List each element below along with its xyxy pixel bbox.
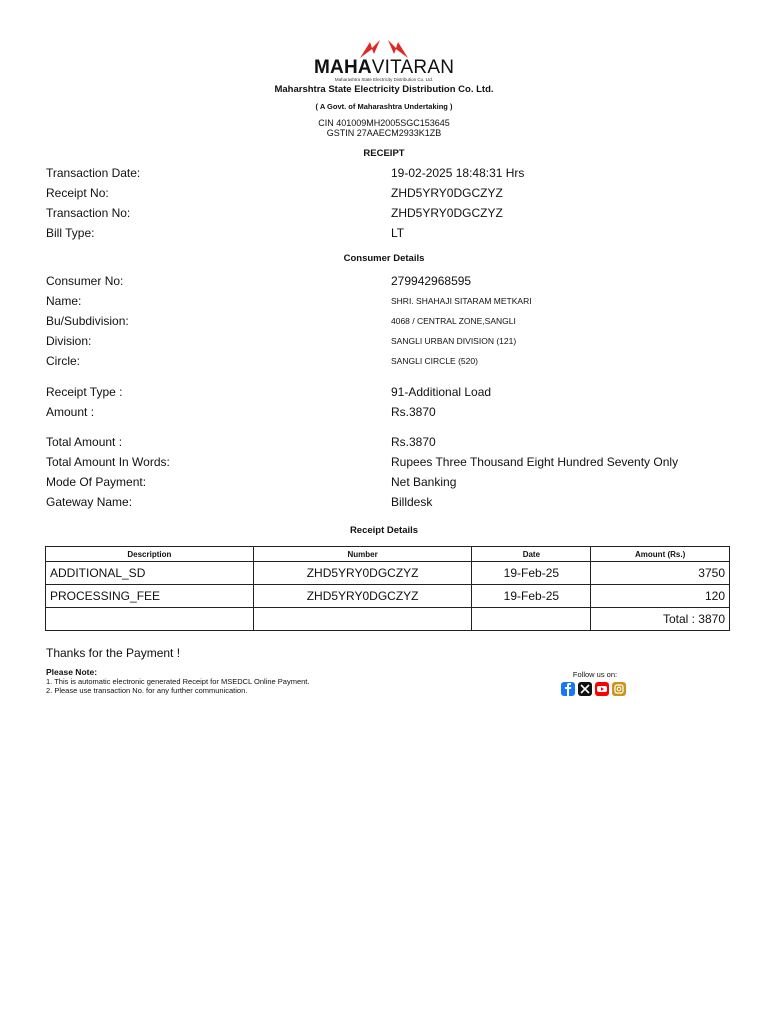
youtube-icon[interactable] [595, 682, 609, 696]
consumer-name: SHRI. SHAHAJI SITARAM METKARI [391, 296, 532, 306]
table-row [46, 585, 730, 608]
follow-us-label: Follow us on: [572, 670, 618, 679]
info-row [46, 382, 726, 402]
instagram-icon[interactable] [612, 682, 626, 696]
column-header: Date [472, 547, 591, 562]
info-row [46, 271, 726, 291]
receipt-title: RECEIPT [363, 148, 405, 159]
info-row [46, 203, 726, 223]
payment-info [46, 432, 726, 512]
table-cell: 120 [591, 585, 730, 608]
info-label: Total Amount In Words: [46, 455, 170, 469]
note-title: Please Note: [46, 667, 98, 677]
note-line: 1. This is automatic electronic generated Receipt for MSEDCL Online Payment. [46, 677, 310, 686]
table-total-row [46, 608, 730, 631]
table-cell [253, 608, 472, 631]
mahavitaran-logo [314, 38, 454, 84]
info-label: Amount : [46, 405, 95, 419]
info-label: Circle: [46, 354, 81, 368]
info-label: Bu/Subdivision: [46, 314, 129, 328]
info-row [46, 492, 726, 512]
payment-mode: Net Banking [391, 475, 457, 489]
transaction-info [46, 163, 726, 243]
info-row [46, 311, 726, 331]
receipt-header [0, 38, 768, 160]
info-row [46, 452, 726, 472]
table-row [46, 562, 730, 585]
info-label: Bill Type: [46, 226, 95, 240]
gateway-name: Billdesk [391, 495, 433, 509]
table-cell [46, 608, 254, 631]
column-header: Amount (Rs.) [591, 547, 730, 562]
social-links [561, 682, 626, 696]
table-cell: ZHD5YRY0DGCZYZ [253, 585, 472, 608]
amount: Rs.3870 [391, 405, 436, 419]
facebook-icon[interactable] [561, 682, 575, 696]
please-note [46, 668, 309, 695]
table-cell: 19-Feb-25 [472, 562, 591, 585]
receipt-type: 91-Additional Load [391, 385, 492, 399]
table-cell: ADDITIONAL_SD [46, 562, 254, 585]
info-label: Total Amount : [46, 435, 123, 449]
column-header: Number [253, 547, 472, 562]
govt-undertaking: ( A Govt. of Maharashtra Undertaking ) [315, 102, 453, 111]
bill-type: LT [391, 226, 405, 240]
info-row [46, 223, 726, 243]
info-row [46, 351, 726, 371]
table-cell: ZHD5YRY0DGCZYZ [253, 562, 472, 585]
company-name: Maharshtra State Electricity Distribution Co. Ltd. [274, 84, 494, 95]
consumer-info [46, 271, 726, 371]
transaction-no: ZHD5YRY0DGCZYZ [391, 206, 503, 220]
table-header-row [46, 547, 730, 562]
cin-number: CIN 401009MH2005SGC153645 [318, 118, 450, 128]
transaction-date: 19-02-2025 18:48:31 Hrs [391, 166, 525, 180]
info-row [46, 183, 726, 203]
table-cell [472, 608, 591, 631]
info-row [46, 402, 726, 422]
logo-maha: MAHA [314, 57, 372, 78]
total-amount: Rs.3870 [391, 435, 436, 449]
info-row [46, 432, 726, 452]
table-cell: PROCESSING_FEE [46, 585, 254, 608]
info-label: Consumer No: [46, 274, 124, 288]
receipt-details-table [45, 546, 730, 631]
info-row [46, 472, 726, 492]
gstin-number: GSTIN 27AAECM2933K1ZB [326, 128, 442, 138]
consumer-details-title: Consumer Details [343, 253, 425, 264]
table-cell: 19-Feb-25 [472, 585, 591, 608]
note-line: 2. Please use transaction No. for any further communication. [46, 686, 248, 695]
info-row [46, 331, 726, 351]
table-cell: 3750 [591, 562, 730, 585]
consumer-no: 279942968595 [391, 274, 472, 288]
info-label: Gateway Name: [46, 495, 133, 509]
division: SANGLI URBAN DIVISION (121) [391, 336, 517, 346]
amount-in-words: Rupees Three Thousand Eight Hundred Seventy Only [391, 455, 679, 469]
info-row [46, 291, 726, 311]
receipt-no: ZHD5YRY0DGCZYZ [391, 186, 503, 200]
info-label: Receipt Type : [46, 385, 123, 399]
thanks-message: Thanks for the Payment ! [46, 646, 181, 660]
logo-tagline: Maharashtra State Electricity Distribution Co. Ltd. [334, 77, 434, 82]
table-total: Total : 3870 [591, 608, 730, 631]
info-label: Transaction No: [46, 206, 131, 220]
receipt-type-info [46, 382, 726, 422]
info-label: Mode Of Payment: [46, 475, 147, 489]
info-label: Division: [46, 334, 92, 348]
receipt-details-title: Receipt Details [349, 525, 419, 536]
info-label: Transaction Date: [46, 166, 141, 180]
bu-subdivision: 4068 / CENTRAL ZONE,SANGLI [391, 316, 516, 326]
info-label: Receipt No: [46, 186, 109, 200]
column-header: Description [46, 547, 254, 562]
x-icon[interactable] [578, 682, 592, 696]
logo-vitaran: VITARAN [371, 57, 455, 78]
circle: SANGLI CIRCLE (520) [391, 356, 478, 366]
info-label: Name: [46, 294, 82, 308]
info-row [46, 163, 726, 183]
